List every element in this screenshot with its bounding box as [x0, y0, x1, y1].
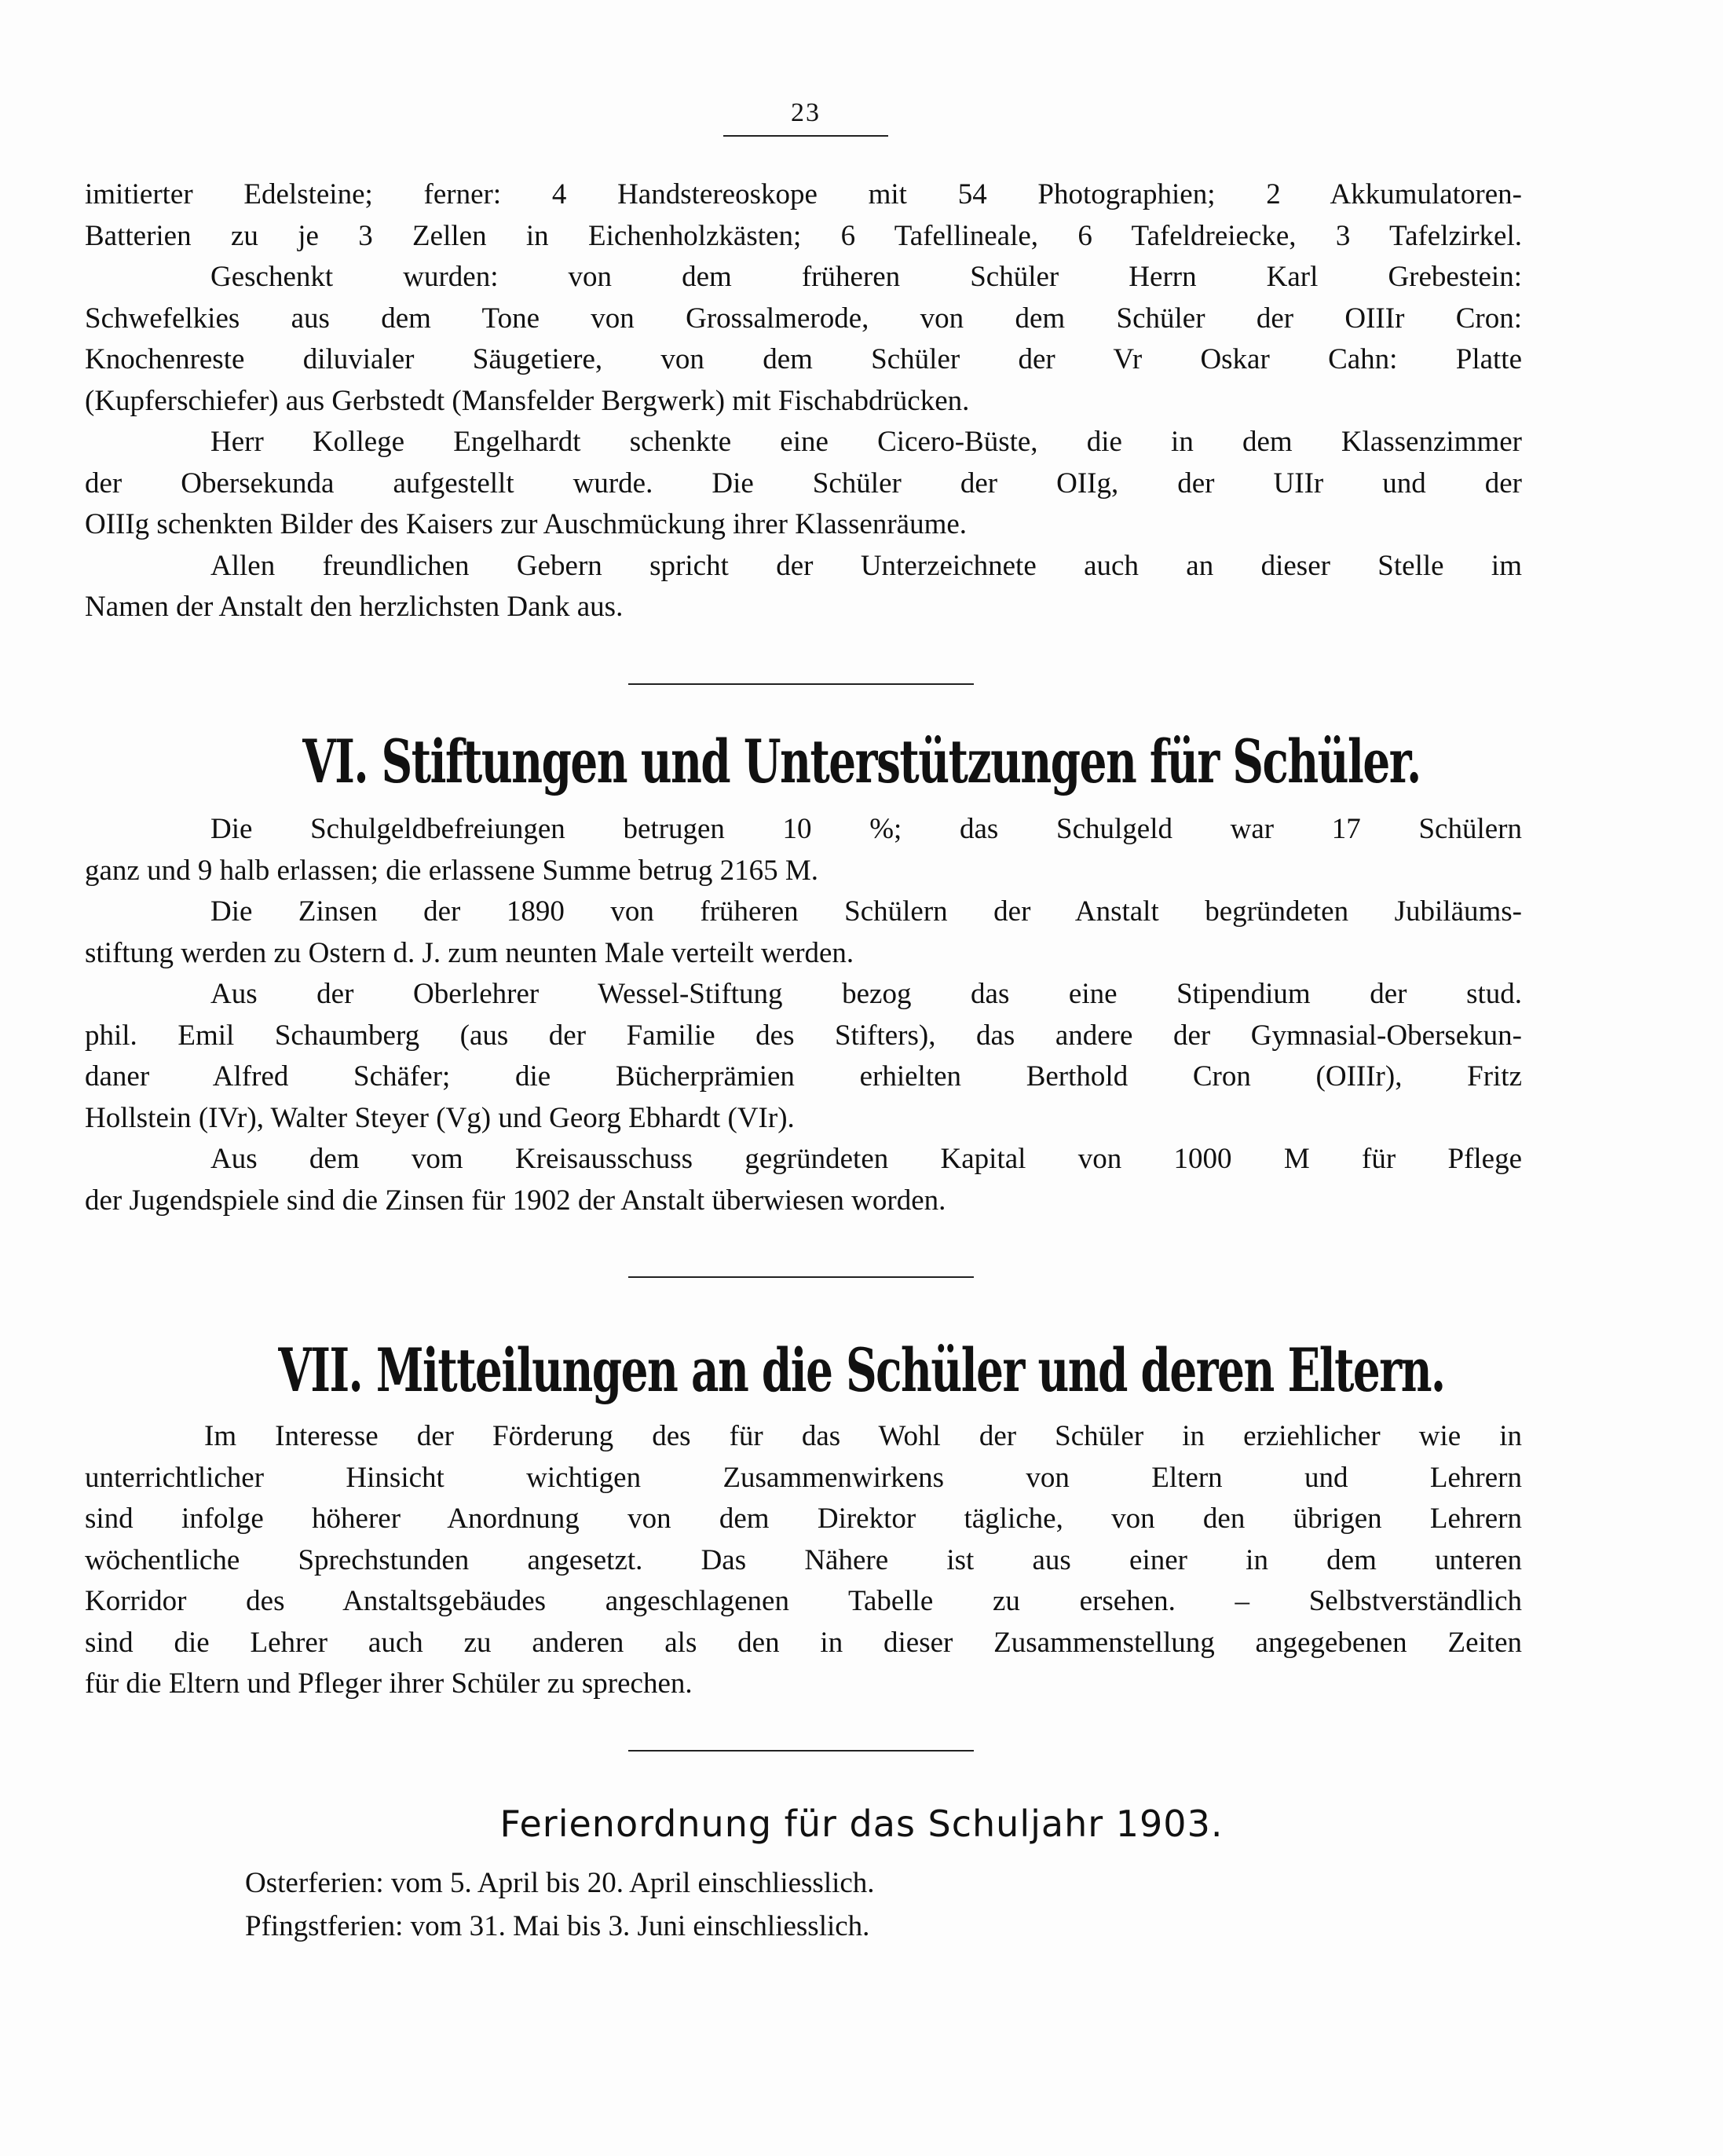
- paragraph-line: Herr Kollege Engelhardt schenkte eine Cicero-Büste, die in dem Klassenzimmer: [210, 426, 1522, 458]
- paragraph-line: der Obersekunda aufgestellt wurde. Die Schüler der OIIg, der UIIr und der: [85, 467, 1522, 500]
- paragraph-line: Im Interesse der Förderung des für das Wohl der Schüler in erziehlicher wie in: [204, 1420, 1522, 1452]
- section-vii-heading: VII. Mitteilungen an die Schüler und deren Eltern.: [278, 1335, 1445, 1405]
- paragraph-line: für die Eltern und Pfleger ihrer Schüler zu sprechen.: [85, 1667, 693, 1700]
- paragraph-line: Die Zinsen der 1890 von früheren Schülern der Anstalt begründeten Jubiläums-: [210, 895, 1522, 928]
- paragraph-line: Korridor des Anstaltsgebäudes angeschlagenen Tabelle zu ersehen. – Selbstverständlich: [85, 1585, 1522, 1617]
- paragraph-line: OIIIg schenkten Bilder des Kaisers zur Auschmückung ihrer Klassenräume.: [85, 508, 968, 540]
- paragraph-line: stiftung werden zu Ostern d. J. zum neunten Male verteilt werden.: [85, 936, 854, 969]
- paragraph-line: sind die Lehrer auch zu anderen als den in dieser Zusammenstellung angegebenen Zeiten: [85, 1626, 1522, 1659]
- paragraph-line: der Jugendspiele sind die Zinsen für 1902 der Anstalt überwiesen worden.: [85, 1184, 946, 1217]
- ferien-entry: Osterferien: vom 5. April bis 20. April einschliesslich.: [245, 1867, 875, 1899]
- paragraph-line: Namen der Anstalt den herzlichsten Dank aus.: [85, 591, 624, 623]
- section-divider: [628, 1276, 974, 1278]
- paragraph-line: Aus der Oberlehrer Wessel-Stiftung bezog das eine Stipendium der stud.: [210, 978, 1522, 1010]
- paragraph-line: unterrichtlicher Hinsicht wichtigen Zusammenwirkens von Eltern und Lehrern: [85, 1461, 1522, 1494]
- paragraph-line: phil. Emil Schaumberg (aus der Familie des Stifters), das andere der Gymnasial-Obersekun-: [85, 1019, 1522, 1052]
- section-vii-body: [85, 1416, 1522, 1705]
- page-number: 23: [791, 98, 821, 127]
- ferienordnung-list: [245, 1861, 1187, 1948]
- section-v-continuation: [85, 174, 1522, 628]
- paragraph-line: wöchentliche Sprechstunden angesetzt. Das Nähere ist aus einer in dem unteren: [85, 1543, 1522, 1576]
- paragraph-line: (Kupferschiefer) aus Gerbstedt (Mansfelder Bergwerk) mit Fischabdrücken.: [85, 384, 970, 417]
- paragraph-line: Hollstein (IVr), Walter Steyer (Vg) und Georg Ebhardt (VIr).: [85, 1101, 795, 1134]
- paragraph-line: Allen freundlichen Gebern spricht der Unterzeichnete auch an dieser Stelle im: [210, 549, 1522, 582]
- paragraph-line: Schwefelkies aus dem Tone von Grossalmerode, von dem Schüler der OIIIr Cron:: [85, 302, 1522, 335]
- paragraph-line: Knochenreste diluvialer Säugetiere, von dem Schüler der Vr Oskar Cahn: Platte: [85, 343, 1522, 375]
- paragraph-line: Die Schulgeldbefreiungen betrugen 10 %; das Schulgeld war 17 Schülern: [210, 813, 1522, 845]
- page-number-rule: [723, 135, 888, 137]
- paragraph-line: Geschenkt wurden: von dem früheren Schüler Herrn Karl Grebestein:: [210, 261, 1522, 293]
- paragraph-line: imitierter Edelsteine; ferner: 4 Handstereoskope mit 54 Photographien; 2 Akkumulatoren-: [85, 178, 1522, 210]
- ferien-entry: Pfingstferien: vom 31. Mai bis 3. Juni einschliesslich.: [245, 1910, 870, 1942]
- section-vi-heading: VI. Stiftungen und Unterstützungen für Schüler.: [302, 727, 1421, 796]
- ferienordnung-title: Ferienordnung für das Schuljahr 1903.: [499, 1803, 1224, 1845]
- section-divider: [628, 683, 974, 685]
- paragraph-line: daner Alfred Schäfer; die Bücherprämien erhielten Berthold Cron (OIIIr), Fritz: [85, 1060, 1522, 1093]
- paragraph-line: sind infolge höherer Anordnung von dem Direktor tägliche, von den übrigen Lehrern: [85, 1503, 1522, 1535]
- paragraph-line: Batterien zu je 3 Zellen in Eichenholzkästen; 6 Tafellineale, 6 Tafeldreiecke, 3 Tafelzirkel.: [85, 219, 1522, 252]
- paragraph-line: ganz und 9 halb erlassen; die erlassene Summe betrug 2165 M.: [85, 854, 819, 887]
- section-vi-body: [85, 809, 1522, 1221]
- section-divider: [628, 1750, 974, 1752]
- paragraph-line: Aus dem vom Kreisausschuss gegründeten Kapital von 1000 M für Pflege: [210, 1143, 1522, 1175]
